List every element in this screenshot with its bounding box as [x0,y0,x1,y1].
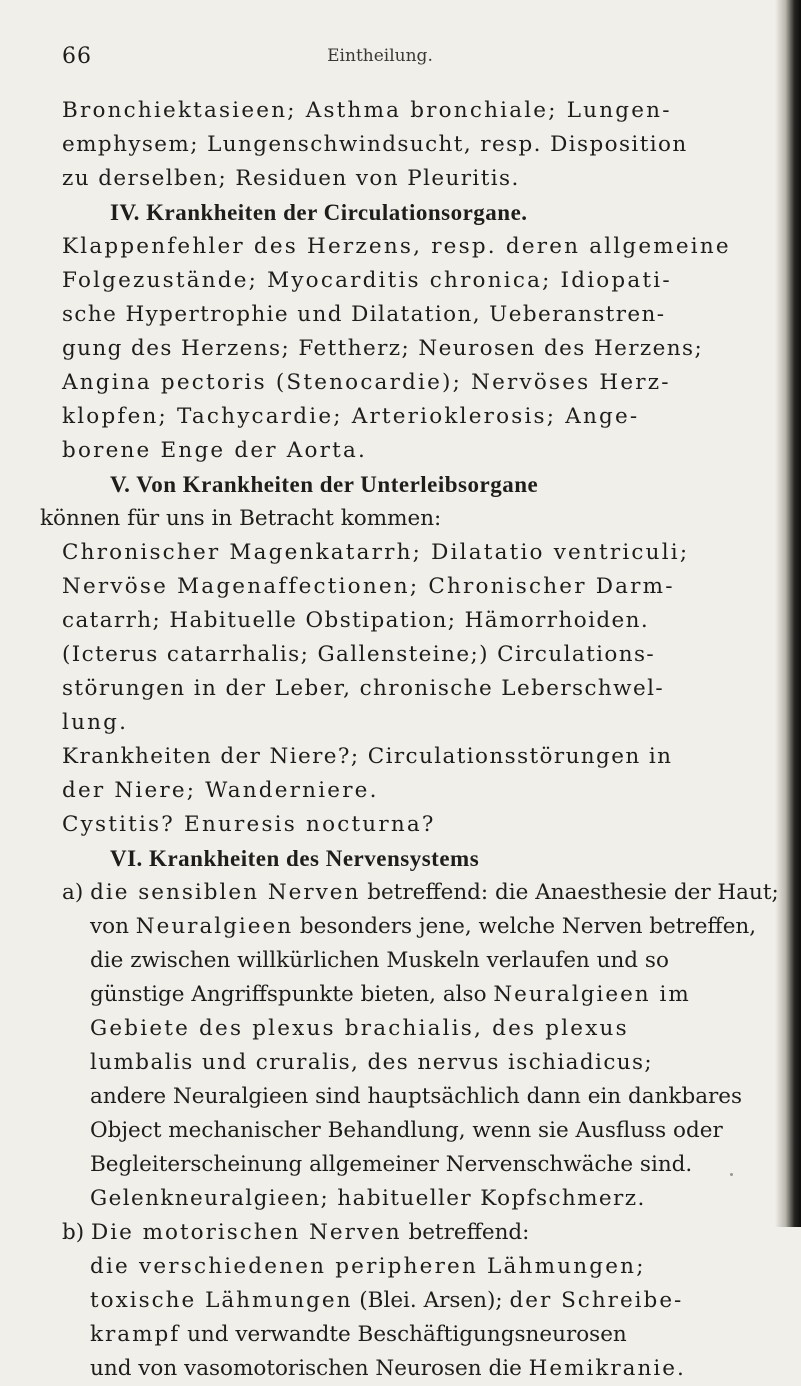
text-line: die verschiedenen peripheren Lähmungen; [90,1254,646,1279]
section-heading-iv: IV. Krankheiten der Circulationsorgane. [110,200,528,225]
text-line: Folgezustände; Myocarditis chronica; Idiopati- [62,268,672,293]
text-line: catarrh; Habituelle Obstipation; Hämorrhoiden. [62,608,650,633]
text-line: der Niere; Wanderniere. [62,778,379,803]
text-span: besonders jene, welche Nerven betreffen, [293,914,757,939]
page-header [0,44,760,74]
text-line: klopfen; Tachycardie; Arterioklerosis; Ange- [62,404,640,429]
text-line [0,1318,780,1352]
list-marker: a) [62,880,84,905]
text-line [0,978,780,1012]
text-line: Klappenfehler des Herzens, resp. deren allgemeine [62,234,731,259]
text-span: (Blei. Arsen); [352,1288,510,1313]
text-span: und verwandte Beschäftigungsneurosen [180,1322,627,1347]
section-heading-v: V. Von Krankheiten der Unterleibsorgane [110,472,539,497]
text-line [0,1352,780,1386]
text-line: andere Neuralgieen sind hauptsächlich dann ein dankbares [90,1084,743,1109]
text-line: können für uns in Betracht kommen: [40,506,442,531]
text-line: Angina pectoris (Stenocardie); Nervöses Herz- [62,370,671,395]
text-span: von [90,914,136,939]
paper-speck [730,1173,733,1176]
text-line: gung des Herzens; Fettherz; Neurosen des Herzens; [62,336,704,361]
emphasis-text: Neuralgieen im [493,982,691,1007]
text-line [0,910,780,944]
text-line: Gelenkneuralgieen; habitueller Kopfschmerz. [90,1186,646,1211]
text-line: Nervöse Magenaffectionen; Chronischer Darm- [62,574,675,599]
running-head: Eintheilung. [327,46,433,66]
text-line: emphysem; Lungenschwindsucht, resp. Disposition [62,132,688,157]
emphasis-text: Hemikranie. [528,1356,686,1381]
page-body [0,94,780,1386]
section-heading-vi: VI. Krankheiten des Nervensystems [110,846,480,871]
list-marker: b) [62,1220,85,1245]
text-line: Begleiterscheinung allgemeiner Nervenschwäche sind. [90,1152,693,1177]
emphasis-text: die sensiblen Nerven [90,880,361,905]
text-span: günstige Angriffspunkte bieten, also [90,982,494,1007]
emphasis-text: der Schreibe- [509,1288,684,1313]
page-number: 66 [62,44,92,69]
text-span: betreffend: [401,1220,530,1245]
text-line: Chronischer Magenkatarrh; Dilatatio ventriculi; [62,540,690,565]
text-line: Cystitis? Enuresis nocturna? [62,812,436,837]
text-line: Object mechanischer Behandlung, wenn sie Ausfluss oder [90,1118,723,1143]
text-line: lumbalis und cruralis, des nervus ischiadicus; [90,1050,654,1075]
list-item-b [0,1216,780,1250]
text-line: (Icterus catarrhalis; Gallensteine;) Circulations- [62,642,656,667]
emphasis-text: toxische Lähmungen [90,1288,353,1313]
text-line [0,1284,780,1318]
text-span: und von vasomotorischen Neurosen die [90,1356,529,1381]
text-span: betreffend: die Anaesthesie der Haut; [360,880,779,905]
emphasis-text: Die motorischen Nerven [91,1220,402,1245]
text-line: sche Hypertrophie und Dilatation, Ueberanstren- [62,302,666,327]
text-line: zu derselben; Residuen von Pleuritis. [62,166,520,191]
text-line: borene Enge der Aorta. [62,438,368,463]
text-line: Krankheiten der Niere?; Circulationsstörungen in [62,744,673,769]
list-item-a [0,876,780,910]
emphasis-text: krampf [90,1322,181,1347]
text-line: die zwischen willkürlichen Muskeln verlaufen und so [90,948,669,973]
text-line: störungen in der Leber, chronische Leberschwel- [62,676,665,701]
text-line: lung. [62,710,129,735]
text-line: Bronchiektasieen; Asthma bronchiale; Lungen- [62,98,672,123]
text-line: Gebiete des plexus brachialis, des plexus [90,1016,629,1041]
emphasis-text: Neuralgieen [135,914,294,939]
